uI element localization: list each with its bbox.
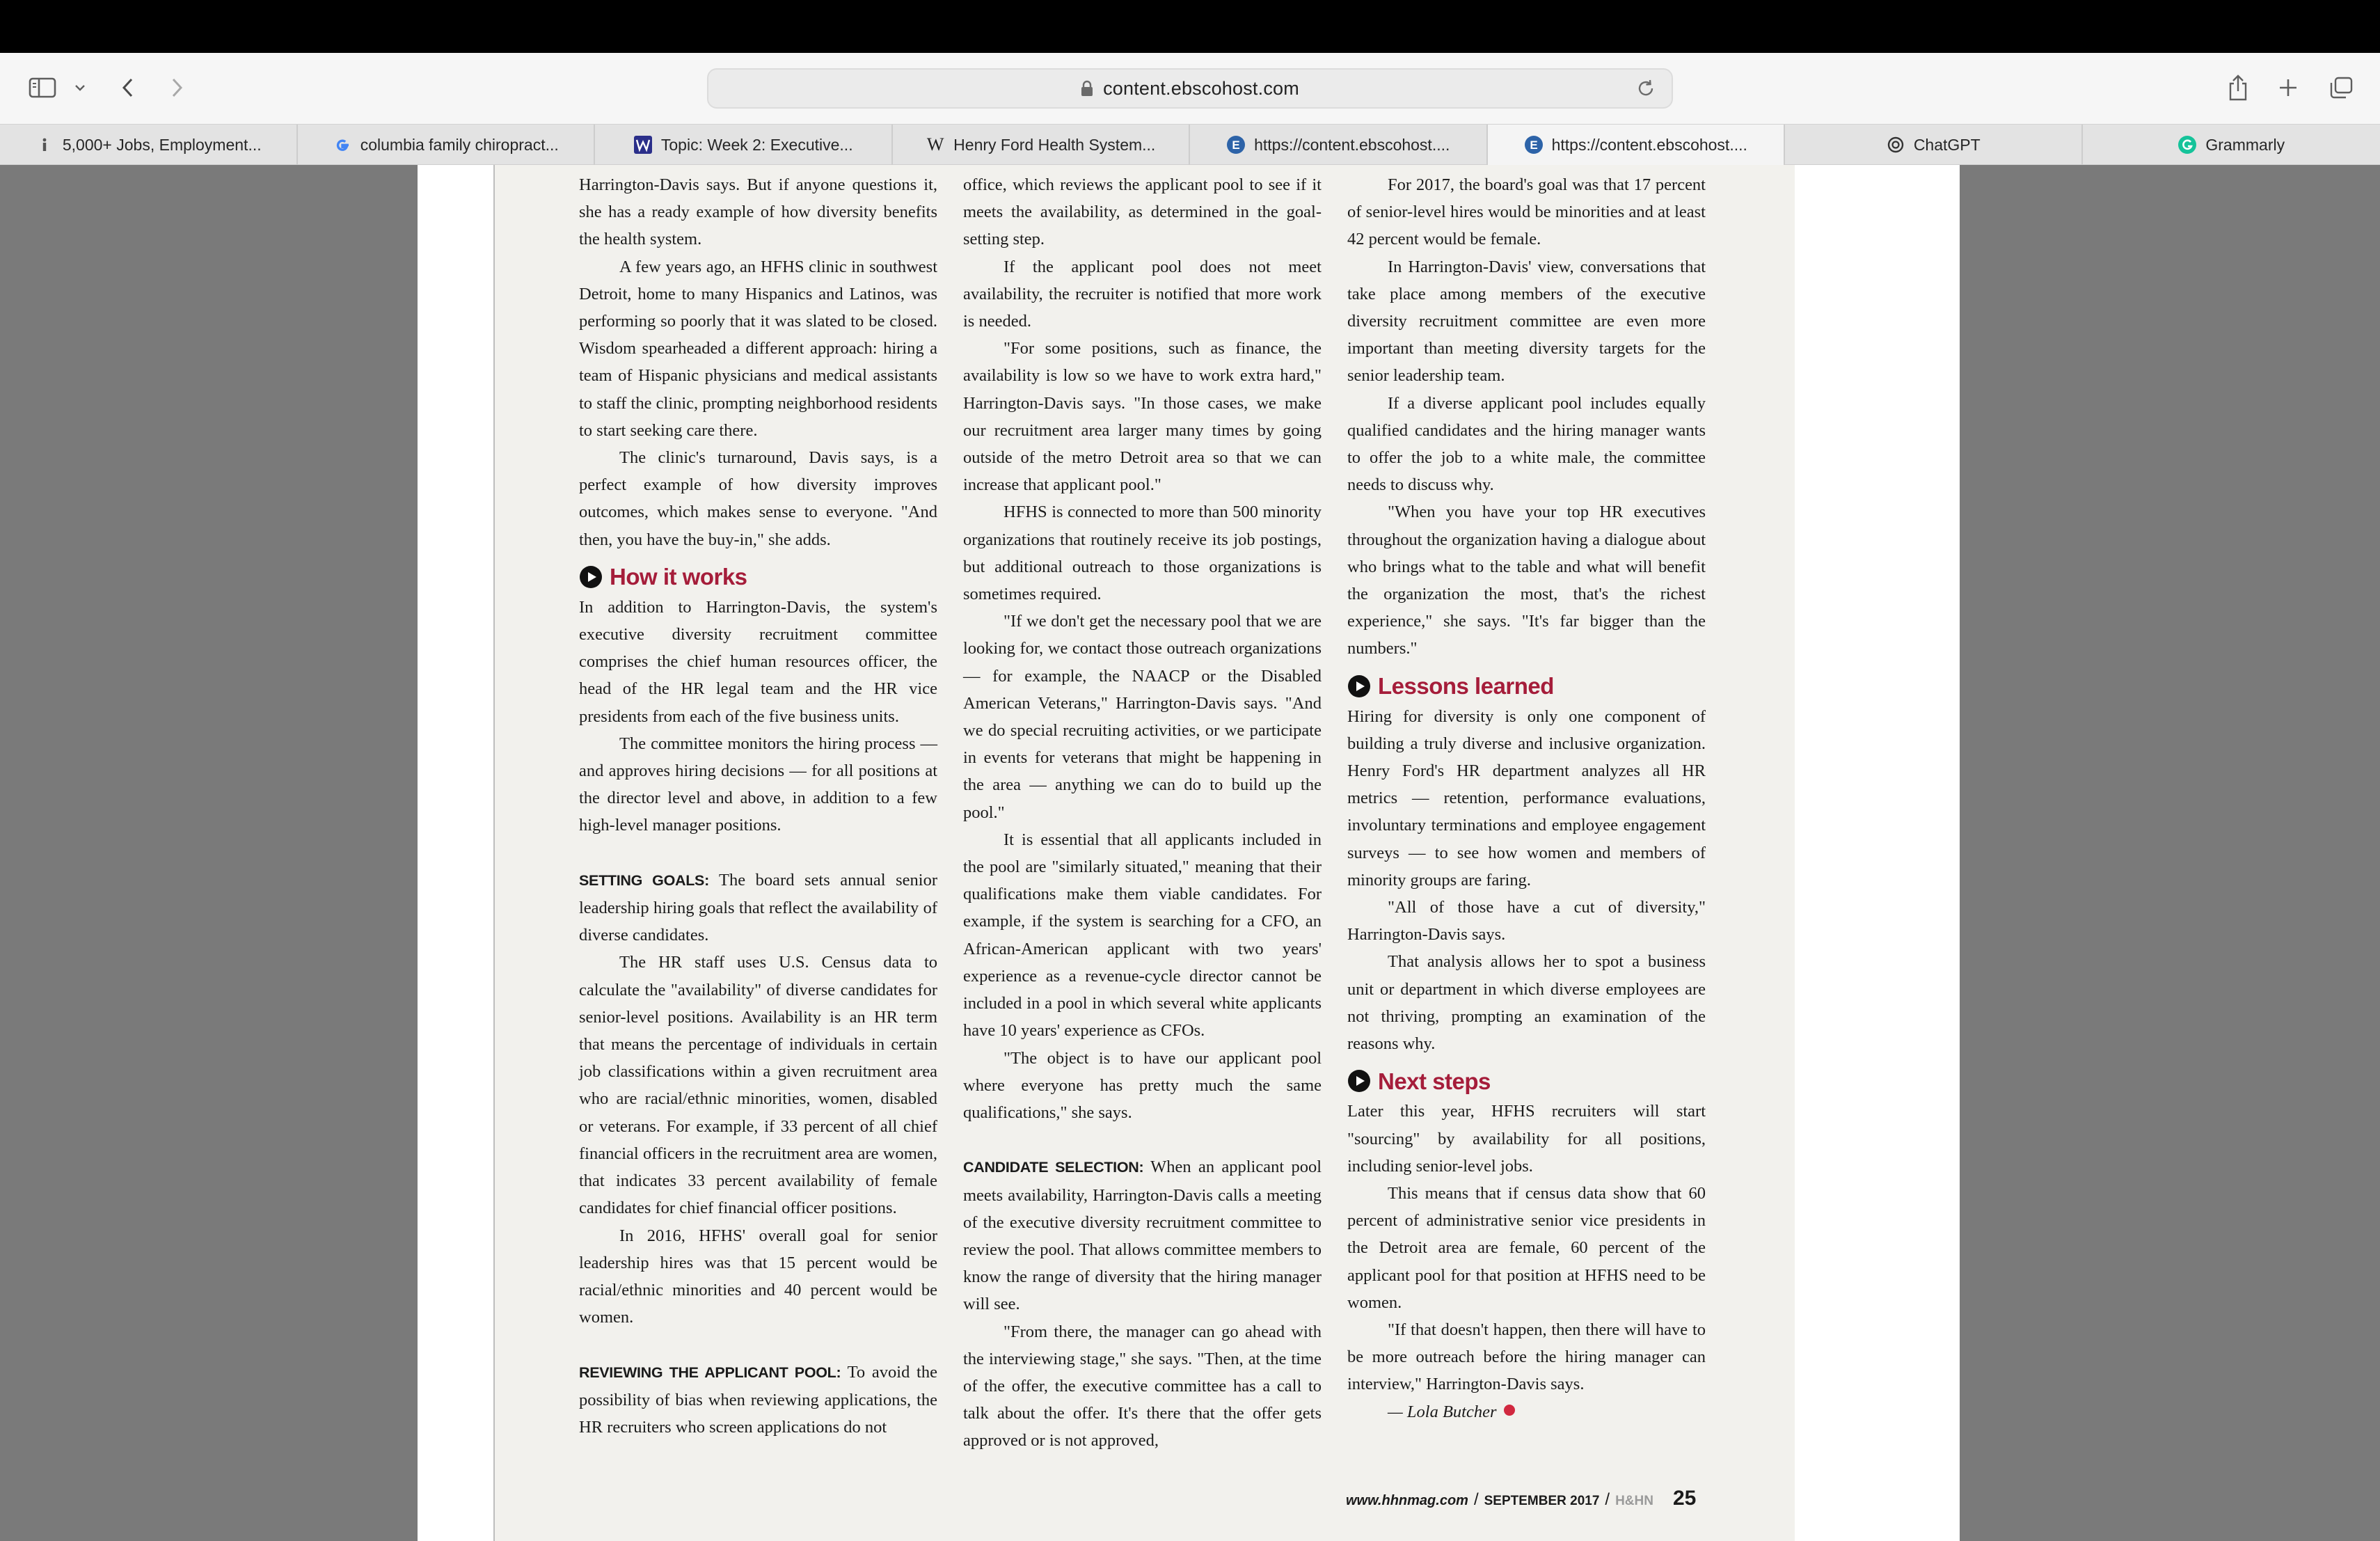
paragraph: "The object is to have our applicant pool where everyone has pretty much the same qualifications," she says.	[963, 1048, 1322, 1122]
chevron-right-icon	[170, 77, 184, 99]
paragraph: "If that doesn't happen, then there will have to be more outreach before the hiring manager can interview," Harrington-Davis says.	[1347, 1320, 1706, 1394]
play-circle-icon	[1347, 674, 1371, 698]
tab-grammarly[interactable]	[2083, 125, 2380, 165]
paragraph: Hiring for diversity is only one component of building a truly diverse and inclusive organization. Henry Ford's HR department analyzes all HR metrics — retention, performance evaluations, involuntary terminations and employee engagement surveys — to see how women and members of minority groups are faring.	[1347, 706, 1706, 890]
url-text: content.ebscohost.com	[1103, 77, 1299, 99]
section-heading-next-steps	[1347, 1064, 1706, 1098]
paragraph: In 2016, HFHS' overall goal for senior leadership hires was that 15 percent would be racial/ethnic minorities and 40 percent would be women.	[579, 1226, 937, 1327]
footer-separator: /	[1473, 1490, 1479, 1509]
tab-label: Topic: Week 2: Executive...	[660, 135, 853, 154]
address-bar[interactable]	[707, 68, 1673, 109]
section-heading-text: Lessons learned	[1378, 673, 1554, 700]
share-icon	[2227, 74, 2249, 102]
google-icon	[333, 135, 352, 155]
tab-label: Henry Ford Health System...	[953, 135, 1156, 154]
paragraph: That analysis allows her to spot a business unit or department in which diverse employees are not thriving, prompting an examination of the reasons why.	[1347, 952, 1706, 1054]
page-footer	[1346, 1487, 1708, 1510]
ebsco-icon	[1226, 135, 1246, 155]
paragraph-text: When an applicant pool meets availability, Harrington-Davis calls a meeting of the executive diversity recruitment committee to review the pool. That allows committee members to know the range of diversity that the hiring manager will see.	[963, 1157, 1322, 1314]
ebsco-icon	[1524, 135, 1544, 155]
tab-henry-ford[interactable]	[893, 125, 1191, 165]
sidebar-menu-button[interactable]	[70, 68, 90, 107]
paragraph: The committee monitors the hiring process — and approves hiring decisions — for all positions at the director level and above, in addition to a few high-level manager positions.	[579, 734, 937, 835]
paragraph-text: The board sets annual senior leadership hiring goals that reflect the availability of diverse candidates.	[579, 870, 937, 945]
page-number: 25	[1672, 1487, 1697, 1510]
tab-jobs[interactable]	[0, 125, 298, 165]
article-column-3	[1347, 171, 1706, 1425]
author-name: — Lola Butcher	[1388, 1402, 1497, 1421]
footer-logo: H&HN	[1615, 1494, 1653, 1508]
tab-chatgpt[interactable]	[1785, 125, 2083, 165]
lead-in: CANDIDATE SELECTION:	[963, 1159, 1144, 1176]
section-heading-how-it-works	[579, 560, 937, 594]
tab-ebsco-1[interactable]	[1190, 125, 1488, 165]
paragraph: The HR staff uses U.S. Census data to calculate the "availability" of diverse candidates for senior-level positions. Availability is an HR term that means the percentage of individuals in certain job classifications within a given recruitment area who are racial/ethnic minorities, women, disabled or veterans. For example, if 33 percent of all chief financial officers in the recruitment area are women, that indicates 33 percent availability of female candidates for chief financial officer positions.	[579, 953, 937, 1218]
section-heading-text: Next steps	[1378, 1068, 1491, 1094]
lock-icon	[1081, 80, 1093, 97]
paragraph-setting-goals	[579, 867, 937, 949]
play-circle-icon	[579, 565, 603, 589]
paragraph: HFHS is connected to more than 500 minority organizations that routinely receive its job postings, but additional outreach to those organizations is sometimes required.	[963, 503, 1322, 604]
tab-overview-button[interactable]	[2326, 68, 2356, 107]
browser-toolbar	[0, 53, 2380, 124]
paragraph: "If we don't get the necessary pool that we are looking for, we contact those outreach organizations — for example, the NAACP or the Disabled American Veterans," Harrington-Davis says. "And we do special recruiting activities, or we participate in events for veterans that might be happening in the area — anything we can do to build up the pool."	[963, 612, 1322, 822]
tab-google-search[interactable]	[298, 125, 596, 165]
section-heading-text: How it works	[610, 564, 747, 590]
lead-in: REVIEWING THE APPLICANT POOL:	[579, 1364, 841, 1381]
paragraph-text: To avoid the possibility of bias when reviewing applications, the HR recruiters who screen applications do not	[579, 1362, 937, 1437]
paragraph: For 2017, the board's goal was that 17 percent of senior-level hires would be minorities and at least 42 percent would be female.	[1347, 175, 1706, 249]
footer-site: www.hhnmag.com	[1346, 1493, 1468, 1508]
tab-week2-topic[interactable]	[595, 125, 893, 165]
byline	[1347, 1398, 1706, 1425]
article-column-1	[579, 171, 937, 1441]
paragraph: Harrington-Davis says. But if anyone questions it, she has a ready example of how diversity benefits the health system.	[579, 175, 937, 249]
share-button[interactable]	[2224, 68, 2252, 107]
new-tab-button[interactable]	[2274, 68, 2302, 107]
paragraph-candidate-selection	[963, 1153, 1322, 1318]
paragraph: Later this year, HFHS recruiters will start "sourcing" by availability for all positions, including senior-level jobs.	[1347, 1102, 1706, 1176]
lead-in: SETTING GOALS:	[579, 871, 709, 889]
paragraph: The clinic's turnaround, Davis says, is a perfect example of how diversity improves outcomes, which makes sense to everyone. "And then, you have the buy-in," she adds.	[579, 448, 937, 549]
paragraph: office, which reviews the applicant pool to see if it meets the availability, as determined in the goal-setting step.	[963, 175, 1322, 249]
footer-date: SEPTEMBER 2017	[1484, 1494, 1600, 1508]
paragraph: If a diverse applicant pool includes equally qualified candidates and the hiring manager wants to offer the job to a white male, the committee needs to discuss why.	[1347, 393, 1706, 495]
tab-label: Grammarly	[2205, 135, 2285, 154]
tab-bar	[0, 124, 2380, 165]
wikipedia-icon: W	[926, 134, 944, 155]
paragraph: "All of those have a cut of diversity," Harrington-Davis says.	[1347, 898, 1706, 945]
sidebar-icon	[29, 77, 56, 99]
tab-label: ChatGPT	[1913, 135, 1981, 154]
play-circle-icon	[1347, 1069, 1371, 1093]
grammarly-icon	[2177, 135, 2197, 155]
paragraph: In Harrington-Davis' view, conversations that take place among members of the executive diversity recruitment committee are even more important than meeting diversity targets for the senior leadership team.	[1347, 257, 1706, 386]
footer-separator: /	[1605, 1490, 1610, 1509]
chatgpt-icon	[1886, 135, 1905, 155]
paragraph: A few years ago, an HFHS clinic in southwest Detroit, home to many Hispanics and Latinos, was performing so poorly that it was slated to be closed. Wisdom spearheaded a different approach: hiring a team of Hispanic physicians and medical assistants to staff the clinic, prompting neighborhood residents to start seeking care there.	[579, 257, 937, 440]
back-button[interactable]	[116, 68, 141, 107]
paragraph: This means that if census data show that 60 percent of administrative senior vice presidents in the Detroit area are female, 60 percent of the applicant pool for that position at HFHS need to be women.	[1347, 1183, 1706, 1312]
paragraph: "For some positions, such as finance, the availability is low so we have to work extra hard," Harrington-Davis says. "In those cases, we make our recruitment area larger many times by going outside of the metro Detroit area so that we can increase that applicant pool."	[963, 339, 1322, 495]
paragraph: In addition to Harrington-Davis, the system's executive diversity recruitment committee comprises the chief human resources officer, the head of the HR legal team and the HR vice presidents from each of the five business units.	[579, 597, 937, 726]
svg-text:E: E	[1232, 139, 1240, 152]
svg-text:E: E	[1529, 139, 1538, 152]
tab-label: https://content.ebscohost....	[1254, 135, 1450, 154]
info-icon	[35, 135, 54, 155]
chevron-left-icon	[121, 77, 135, 99]
section-heading-lessons-learned	[1347, 670, 1706, 703]
paragraph-reviewing-pool	[579, 1359, 937, 1441]
tab-ebsco-2-active[interactable]	[1488, 125, 1786, 165]
tab-label: columbia family chiropract...	[360, 135, 559, 154]
paragraph: "When you have your top HR executives throughout the organization having a dialogue about who brings what to the table and what will benefit the organization the most, that's the richest experience," she says. "It's far bigger than the numbers."	[1347, 503, 1706, 658]
w-box-icon	[633, 135, 653, 155]
paragraph: "From there, the manager can go ahead with the interviewing stage," she says. "Then, at the time of the offer, the executive committee has a call to talk about the offer. It's there that the offer gets approved or is not approved,	[963, 1322, 1322, 1451]
end-mark-icon	[1504, 1405, 1515, 1416]
forward-button[interactable]	[164, 68, 189, 107]
tab-overview-icon	[2329, 76, 2354, 100]
paragraph: If the applicant pool does not meet availability, the recruiter is notified that more work is needed.	[963, 257, 1322, 331]
menu-bar	[0, 0, 2380, 53]
paragraph: It is essential that all applicants included in the pool are "similarly situated," meaning that their qualifications make them viable candidates. For example, if the system is searching for a CFO, an African-American applicant with two years' experience as a revenue-cycle director cannot be included in a pool in which several white applicants have 10 years' experience as CFOs.	[963, 830, 1322, 1041]
reload-icon[interactable]	[1635, 78, 1656, 99]
chevron-down-icon	[74, 84, 86, 92]
article-column-2	[963, 171, 1322, 1455]
tab-label: 5,000+ Jobs, Employment...	[62, 135, 262, 154]
tab-label: https://content.ebscohost....	[1551, 135, 1747, 154]
sidebar-toggle-button[interactable]	[25, 68, 60, 107]
plus-icon	[2278, 77, 2299, 98]
